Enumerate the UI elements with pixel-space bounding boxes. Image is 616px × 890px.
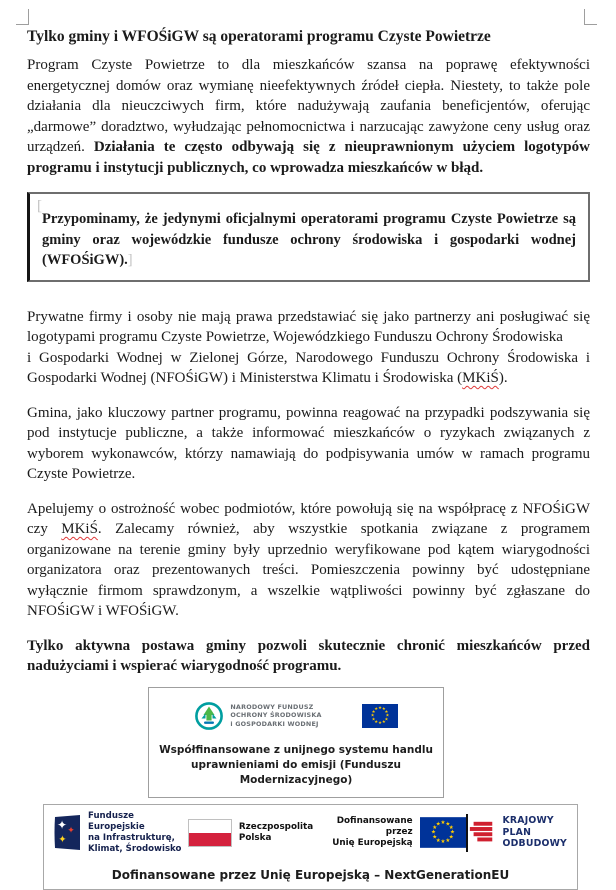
svg-text:★: ★ xyxy=(373,706,378,712)
eu-funding-text xyxy=(313,816,412,849)
svg-text:★: ★ xyxy=(377,720,382,726)
funding-caption-line2: uprawnieniami do emisji (Funduszu Modernizacyjnego) xyxy=(191,758,401,786)
paragraph-intro xyxy=(27,55,590,178)
paragraph-private-firms-line1: Prywatne firmy i osoby nie mają prawa przedstawiać się jako partnerzy ani posługiwać się logotypami programu Czyste Powietrze, Wojewódzkiego Funduszu Ochrony Środowiska xyxy=(27,308,590,345)
bookmark-close-bracket: ] xyxy=(127,252,133,268)
poland-flag-icon xyxy=(188,819,232,847)
svg-text:✦: ✦ xyxy=(56,818,68,832)
nfosigw-text-line2: OCHRONY ŚRODOWISKA xyxy=(230,711,322,720)
paragraph-conclusion: Tylko aktywna postawa gminy pozwoli skutecznie chronić mieszkańców przed nadużyciami i wspierać wiarygodność programu. xyxy=(27,637,590,674)
nfosigw-logo-text xyxy=(230,703,321,728)
fe-logo-text xyxy=(88,811,188,855)
fe-text-line3: Klimat, Środowisko xyxy=(88,843,182,854)
svg-text:★: ★ xyxy=(373,719,378,725)
paragraph-intro-normal: Program Czyste Powietrze to dla mieszkańców szansa na poprawę efektywności energetycznej domów oraz wymianę nieefektywnych źródeł ciepła. Niestety, to także pole działania dla nieuczciwych firm, które nadużywają zaufania beneficjentów, oferując „darmowe” doradztwo, wyłudzając pełnomocnictwa i narzucając zawyżone ceny usług oraz urządzeń. xyxy=(27,57,590,155)
svg-text:★: ★ xyxy=(444,837,450,844)
eu-flag-icon xyxy=(362,704,398,728)
svg-text:★: ★ xyxy=(440,839,446,846)
funding-info-box xyxy=(148,687,444,798)
fe-text-line2: na Infrastrukturę, xyxy=(88,832,175,843)
eu-funding-line1: Dofinansowane przez xyxy=(336,816,413,837)
svg-text:★: ★ xyxy=(371,716,376,722)
svg-text:✦: ✦ xyxy=(58,834,67,846)
funding-caption-line1: Współfinansowane z unijnego systemu handlu xyxy=(159,743,433,756)
page-title: Tylko gminy i WFOŚiGW są operatorami programu Czyste Powietrze xyxy=(27,28,491,45)
svg-text:★: ★ xyxy=(370,713,375,719)
svg-text:★: ★ xyxy=(381,706,386,712)
kpo-text-line3: ODBUDOWY xyxy=(502,838,567,850)
text-boundary-mark-top-left xyxy=(16,9,29,25)
svg-text:✦: ✦ xyxy=(67,826,75,836)
fe-logo xyxy=(54,811,188,855)
eu-flag-icon-footer xyxy=(420,817,466,848)
paragraph-intro-bold: Działania te często odbywają się z nieuprawnionym użyciem logotypów programu i instytucji publicznych, co wprowadza mieszkańców w błąd. xyxy=(27,139,590,176)
poland-text-line2: Polska xyxy=(238,832,272,843)
nfosigw-text-line1: NARODOWY FUNDUSZ xyxy=(230,702,314,711)
footer-logos-row xyxy=(44,811,577,855)
eu-funding-line2: Unię Europejską xyxy=(332,838,413,848)
fe-flag-icon xyxy=(54,814,81,851)
paragraph-private-firms-end: ). xyxy=(498,370,508,386)
kpo-text-line1: KRAJOWY xyxy=(502,815,554,827)
paragraph-apel-pre: Apelujemy o ostrożność wobec podmiotów, które powołują się na współpracę z NFOŚiGW czy xyxy=(27,500,590,537)
paragraph-apel xyxy=(27,499,590,622)
document-content xyxy=(27,26,590,890)
spellcheck-word-mkis-2: MKiŚ xyxy=(61,521,98,537)
fe-text-line1: Fundusze Europejskie xyxy=(88,810,145,832)
paragraph-gmina-role: Gmina, jako kluczowy partner programu, powinna reagować na przypadki podszywania się pod instytucje publiczne, a także informować mieszkańców o ryzykach związanych z wyborem wykonawców, którzy namawiają do podpisywania umów w ramach programu Czyste Powietrze. xyxy=(27,404,590,482)
footer-caption: Dofinansowane przez Unię Europejską – NextGenerationEU xyxy=(111,867,510,882)
paragraph-private-firms-line2: i Gospodarki Wodnej w Zielonej Górze, Narodowego Funduszu Ochrony Środowiska i Gospodarki Wodnej (NFOŚiGW) i Ministerstwa Klimatu i Środowiska ( xyxy=(27,349,590,386)
text-boundary-mark-top-right xyxy=(584,9,597,25)
poland-logo-text xyxy=(239,822,313,844)
svg-text:★: ★ xyxy=(384,709,389,715)
funding-logos-row xyxy=(155,701,437,731)
svg-text:★: ★ xyxy=(377,705,382,711)
svg-text:★: ★ xyxy=(444,821,450,828)
svg-text:★: ★ xyxy=(384,716,389,722)
svg-text:★: ★ xyxy=(431,825,437,832)
eu-funding-logo xyxy=(313,816,465,849)
funding-caption xyxy=(155,743,437,788)
kpo-text-line2: PLAN xyxy=(502,826,532,838)
nfosigw-text-line3: i GOSPODARKI WODNEJ xyxy=(230,719,319,728)
kpo-logo xyxy=(468,815,567,850)
highlight-box-text: Przypominamy, że jedynymi oficjalnymi operatorami programu Czyste Powietrze są gminy oraz wojewódzkie fundusze ochrony środowiska i gospodarki wodnej (WFOŚiGW). xyxy=(42,211,576,268)
kpo-logo-text xyxy=(503,815,567,850)
svg-text:★: ★ xyxy=(435,837,441,844)
svg-text:★: ★ xyxy=(431,834,437,841)
svg-text:★: ★ xyxy=(449,829,455,836)
kpo-flag-icon xyxy=(468,820,496,846)
poland-text-line1: Rzeczpospolita xyxy=(238,821,314,832)
svg-text:★: ★ xyxy=(430,829,436,836)
poland-logo xyxy=(188,819,313,847)
nfosigw-tree-icon xyxy=(194,701,224,731)
paragraph-apel-post: . Zalecamy również, aby wszystkie spotkania związane z programem organizowane na terenie gminy były uprzednio weryfikowane pod kątem wiarygodności organizatora oraz prezentowanych treści. Pomieszczenia powinny być udostępniane wyłącznie firmom sprawdzonym, a wszelkie wątpliwości powinny być zgłaszane do NFOŚiGW i WFOŚiGW. xyxy=(27,521,590,619)
spellcheck-word-mkis: MKiŚ xyxy=(462,370,499,386)
nfosigw-logo xyxy=(194,701,321,731)
svg-text:★: ★ xyxy=(448,834,454,841)
svg-text:★: ★ xyxy=(381,719,386,725)
svg-text:★: ★ xyxy=(435,821,441,828)
bookmark-open-bracket: [ xyxy=(37,198,42,214)
highlight-box xyxy=(27,192,590,282)
svg-text:★: ★ xyxy=(440,820,446,827)
paragraph-private-firms xyxy=(27,307,590,389)
svg-text:★: ★ xyxy=(448,825,454,832)
eu-footer-banner xyxy=(43,804,578,890)
svg-text:★: ★ xyxy=(385,713,390,719)
svg-text:★: ★ xyxy=(371,709,376,715)
